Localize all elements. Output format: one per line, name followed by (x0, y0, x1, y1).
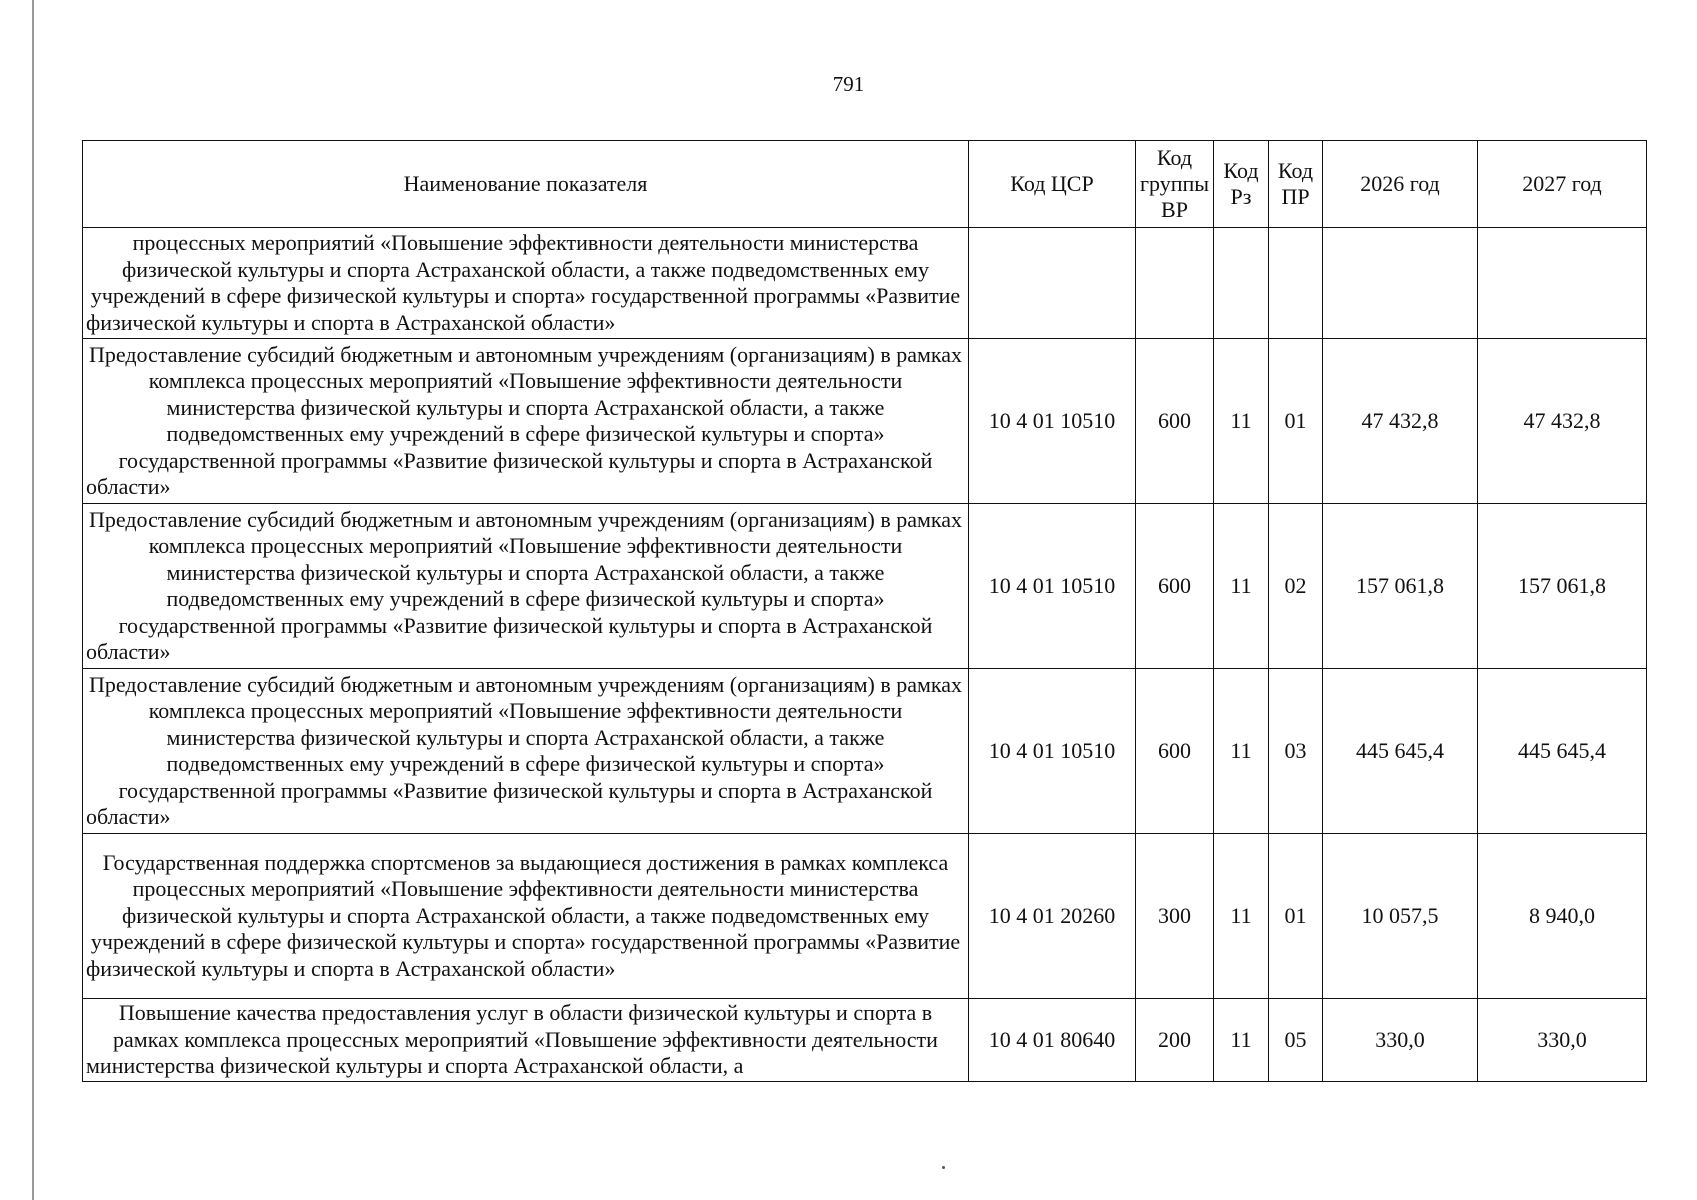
row-2026 (1323, 228, 1478, 339)
header-2026: 2026 год (1323, 141, 1478, 228)
row-vr: 200 (1136, 999, 1214, 1082)
row-pr: 03 (1269, 669, 1323, 834)
header-pr: Код ПР (1269, 141, 1323, 228)
row-csr (969, 228, 1136, 339)
row-rz: 11 (1214, 339, 1269, 504)
table-row (83, 999, 1647, 1082)
header-csr: Код ЦСР (969, 141, 1136, 228)
row-vr: 600 (1136, 669, 1214, 834)
table-row (83, 834, 1647, 999)
table-row (83, 339, 1647, 504)
header-2027: 2027 год (1478, 141, 1647, 228)
row-2026: 47 432,8 (1323, 339, 1478, 504)
row-pr (1269, 228, 1323, 339)
row-2026: 445 645,4 (1323, 669, 1478, 834)
row-pr: 01 (1269, 339, 1323, 504)
row-csr: 10 4 01 80640 (969, 999, 1136, 1082)
row-pr: 05 (1269, 999, 1323, 1082)
row-rz: 11 (1214, 834, 1269, 999)
header-vr: Код группы ВР (1136, 141, 1214, 228)
table-row (83, 669, 1647, 834)
row-csr: 10 4 01 10510 (969, 339, 1136, 504)
row-csr: 10 4 01 10510 (969, 504, 1136, 669)
row-name: процессных мероприятий «Повышение эффективности деятельности министерства физической культуры и спорта Астраханской области, а также подведомственных ему учреждений в сфере физической культуры и спорта» государственной программы «Развитие физической культуры и спорта в Астраханской области» (83, 228, 969, 339)
row-vr: 300 (1136, 834, 1214, 999)
row-2027: 157 061,8 (1478, 504, 1647, 669)
row-2027: 8 940,0 (1478, 834, 1647, 999)
row-name-cell (83, 999, 969, 1082)
row-pr: 02 (1269, 504, 1323, 669)
page-edge-line (32, 0, 34, 1200)
row-name: Государственная поддержка спортсменов за выдающиеся достижения в рамках комплекса процессных мероприятий «Повышение эффективности деятельности министерства физической культуры и спорта Астраханской области, а также подведомственных ему учреждений в сфере физической культуры и спорта» государственной программы «Развитие физической культуры и спорта в Астраханской области» (83, 834, 969, 999)
row-csr: 10 4 01 10510 (969, 669, 1136, 834)
row-rz: 11 (1214, 669, 1269, 834)
row-name: Предоставление субсидий бюджетным и автономным учреждениям (организациям) в рамках комплекса процессных мероприятий «Повышение эффективности деятельности министерства физической культуры и спорта Астраханской области, а также подведомственных ему учреждений в сфере физической культуры и спорта» государственной программы «Развитие физической культуры и спорта в Астраханской области» (83, 504, 969, 669)
row-name: Повышение качества предоставления услуг в области физической культуры и спорта в рамках комплекса процессных мероприятий «Повышение эффективности деятельности министерства физической культуры и спорта Астраханской области, а (86, 1000, 938, 1078)
page-number: 791 (832, 72, 865, 96)
row-2026: 10 057,5 (1323, 834, 1478, 999)
header-name: Наименование показателя (83, 141, 969, 228)
table-row (83, 228, 1647, 339)
row-2026: 330,0 (1323, 999, 1478, 1082)
row-pr: 01 (1269, 834, 1323, 999)
row-rz (1214, 228, 1269, 339)
row-2027 (1478, 228, 1647, 339)
row-rz: 11 (1214, 504, 1269, 669)
row-name: Предоставление субсидий бюджетным и автономным учреждениям (организациям) в рамках комплекса процессных мероприятий «Повышение эффективности деятельности министерства физической культуры и спорта Астраханской области, а также подведомственных ему учреждений в сфере физической культуры и спорта» государственной программы «Развитие физической культуры и спорта в Астраханской области» (83, 669, 969, 834)
scan-dot (942, 1166, 945, 1169)
row-vr (1136, 228, 1214, 339)
row-vr: 600 (1136, 504, 1214, 669)
row-rz: 11 (1214, 999, 1269, 1082)
row-name: Предоставление субсидий бюджетным и автономным учреждениям (организациям) в рамках комплекса процессных мероприятий «Повышение эффективности деятельности министерства физической культуры и спорта Астраханской области, а также подведомственных ему учреждений в сфере физической культуры и спорта» государственной программы «Развитие физической культуры и спорта в Астраханской области» (83, 339, 969, 504)
budget-table (82, 140, 1647, 1082)
row-2026: 157 061,8 (1323, 504, 1478, 669)
row-csr: 10 4 01 20260 (969, 834, 1136, 999)
row-2027: 445 645,4 (1478, 669, 1647, 834)
table-row (83, 504, 1647, 669)
row-vr: 600 (1136, 339, 1214, 504)
row-2027: 47 432,8 (1478, 339, 1647, 504)
row-2027: 330,0 (1478, 999, 1647, 1082)
table-header-row (83, 141, 1647, 228)
header-rz: Код Рз (1214, 141, 1269, 228)
